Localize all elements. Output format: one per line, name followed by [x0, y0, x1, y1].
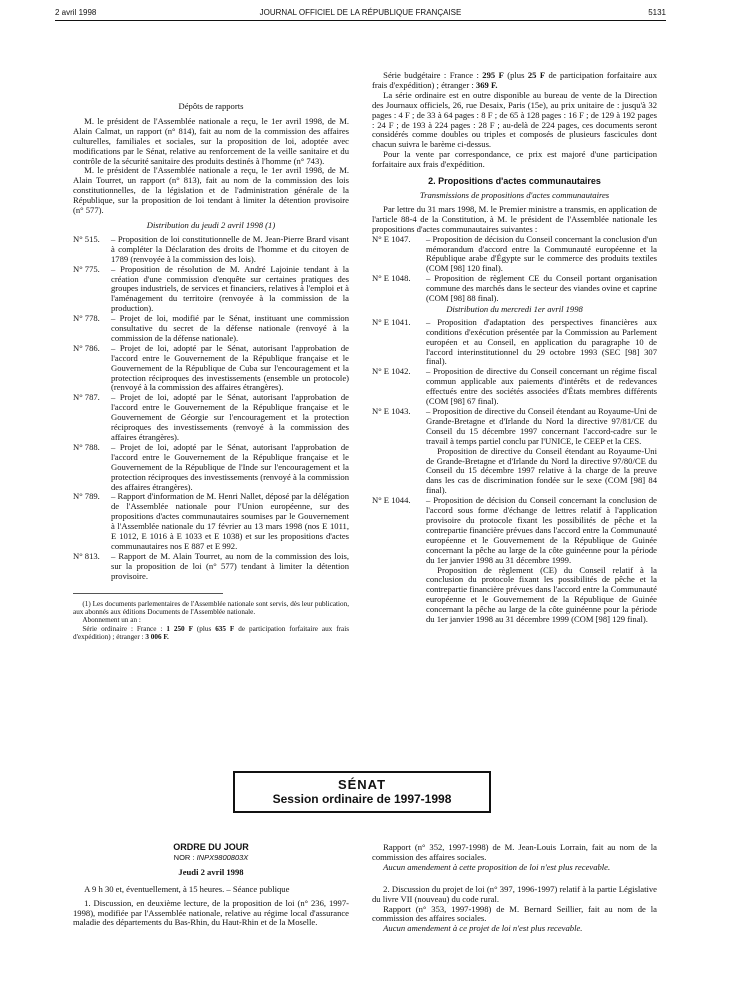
entry-subtext: Proposition de règlement (CE) du Conseil relatif à la conclusion du protocole fixant les possibilités de pêche et la contrepartie financière prévues dans l'accord entre la Communauté européenne et le Gouvernement de la République de Guinée concernant la pêche au large de la côte guinéenne pour la période du 1er janvier 1998 au 31 décembre 1999 (COM [98] 129 final).	[426, 564, 657, 625]
entry-number: N° E 1043.	[372, 406, 411, 416]
senat-session: Session ordinaire de 1997-1998	[272, 792, 452, 806]
entry-subtext: Proposition de directive du Conseil étendant au Royaume-Uni de Grande-Bretagne et d'Irlande du Nord la directive 97/80/CE du Conseil du 15 décembre 1997 relative à la charge de la preuve dans les cas de discrimination fondée sur le sexe (COM [98] 84 final).	[426, 445, 657, 496]
agenda-left	[73, 843, 349, 928]
transmissions-heading: Transmissions de propositions d'actes communautaires	[419, 189, 610, 200]
document-entry	[73, 393, 349, 443]
acte-entry	[372, 496, 657, 625]
footnote-text: (1) Les documents parlementaires de l'Assemblée nationale sont servis, dès leur publication, aux abonnés aux éditions Documents de l'Assemblée nationale.	[73, 599, 349, 616]
document-entry	[73, 492, 349, 551]
entry-text: – Proposition de directive du Conseil étendant au Royaume-Uni de Grande-Bretagne et d'Irlande du Nord la directive 97/81/CE du Conseil du 15 décembre 1997 concernant l'accord-cadre sur le travail à temps partiel conclu par l'UNICE, le CEEP et la CES.	[426, 406, 657, 446]
acte-entry	[372, 235, 657, 275]
senat-banner	[233, 771, 491, 813]
series-paragraph: La série ordinaire est en outre disponible au bureau de vente de la Direction des Journaux officiels, 26, rue Desaix, Paris (15e), au prix unitaire de : jusqu'à 32 pages : 4 F ; de 33 à 64 pages : 8 F ; de 65 à 128 pages : 16 F ; de 129 à 192 pages : 24 F ; de 193 à 224 pages : 28 F ; au-delà de 224 pages, ces documents seront considérés comme doubles ou triples et composés de plusieurs fascicules dont chacun suivra le barème ci-dessus.	[372, 89, 657, 150]
entry-number: N° E 1047.	[372, 233, 411, 244]
entry-text: – Proposition d'adaptation des perspectives financières aux conditions d'exécution présentée par la Commission au Parlement européen et au Conseil, en application du paragraphe 10 de l'accord interinstitutionnel du 29 octobre 1993 (SEC [98] 307 final).	[426, 316, 657, 367]
acte-entry	[372, 274, 657, 304]
footnote-divider	[73, 593, 223, 594]
mail-order-paragraph: Pour la vente par correspondance, ce prix est majoré d'une participation forfaitaire aux frais d'expédition.	[372, 149, 657, 170]
entry-number: N° E 1048.	[372, 273, 411, 284]
acte-entry	[372, 407, 657, 496]
agenda-item: 2. Discussion du projet de loi (n° 397, 1996-1997) relatif à la partie Législative du livre VII (nouveau) du code rural.	[372, 883, 657, 904]
entry-text: – Proposition de décision du Conseil concernant la conclusion d'un mémorandum d'accord entre la Communauté européenne et la République arabe d'Égypte sur le commerce des produits textiles (COM [98] 120 final).	[426, 233, 657, 274]
transmission-paragraph: Par lettre du 31 mars 1998, M. le Premier ministre a transmis, en application de l'article 88-4 de la Constitution, à M. le président de l'Assemblée nationale les propositions d'actes communautaires suivantes :	[372, 203, 657, 234]
document-entry	[73, 265, 349, 315]
senat-title: SÉNAT	[337, 777, 387, 792]
entry-text: – Proposition de directive du Conseil concernant un régime fiscal commun applicable aux paiements d'intérêts et de redevances effectués entre des sociétés associées d'États membres différents (COM [98] 67 final).	[426, 366, 657, 407]
entry-number: N° 813.	[73, 550, 100, 561]
agenda-note: Aucun amendement à ce projet de loi n'est plus recevable.	[383, 923, 583, 934]
entry-text: – Rapport de M. Alain Tourret, au nom de la commission des lois, sur la proposition de loi (n° 577) tendant à limiter la détention provisoire.	[111, 550, 349, 581]
footnote-prices: Série ordinaire : France : 1 250 F (plus 635 F de participation forfaitaire aux frais d'expédition) ; étranger : 3 006 F.	[73, 624, 349, 642]
section-title-depots: Dépôts de rapports	[178, 101, 244, 111]
document-entry	[73, 443, 349, 493]
agenda-report: Rapport (n° 352, 1997-1998) de M. Jean-Louis Lorrain, fait au nom de la commission des affaires sociales.	[372, 842, 657, 862]
document-entry	[73, 314, 349, 344]
right-column	[372, 71, 657, 625]
intro-paragraph: M. le président de l'Assemblée nationale a reçu, le 1er avril 1998, de M. Alain Calmat, un rapport (n° 814), fait au nom de la commission des affaires culturelles, familiales et sociales, sur la proposition de loi, adoptée avec modifications par le Sénat, relative au renforcement de la veille sanitaire et du contrôle de la sécurité sanitaire des produits destinés à l'homme (n° 743).	[73, 115, 349, 166]
entry-number: N° 789.	[73, 491, 100, 502]
budget-series-prices: Série budgétaire : France : 295 F (plus 25 F de participation forfaitaire aux frais d'expédition) ; étranger : 369 F.	[372, 70, 657, 90]
distribution-heading: Distribution du jeudi 2 avril 1998 (1)	[146, 219, 276, 230]
entry-text: – Projet de loi, modifié par le Sénat, instituant une commission consultative du secret de la défense nationale (renvoyé à la commission de la défense nationale).	[111, 313, 349, 343]
document-entry	[73, 552, 349, 582]
intro-paragraph: M. le président de l'Assemblée nationale a reçu, le 1er avril 1998, de M. Alain Tourret, un rapport (n° 813), fait au nom de la commission des lois constitutionnelles, de la législation et de l'administration générale de la République, sur la proposition de loi tendant à limiter la détention provisoire (n° 577).	[73, 165, 349, 216]
agenda-item: 1. Discussion, en deuxième lecture, de la proposition de loi (n° 236, 1997-1998), modifiée par l'Assemblée nationale, relative au régime local d'assurance maladie des départements du Bas-Rhin, du Haut-Rhin et de la Moselle.	[73, 897, 349, 928]
acte-entry	[372, 367, 657, 407]
header-title: JOURNAL OFFICIEL DE LA RÉPUBLIQUE FRANÇAISE	[259, 8, 462, 17]
header-page-number: 5131	[648, 8, 666, 17]
entry-text: – Proposition de règlement CE du Conseil portant organisation commune des marchés dans le secteur des viandes ovine et caprine (COM [98] 88 final).	[426, 273, 657, 304]
left-column	[73, 100, 349, 642]
agenda-note: Aucun amendement à cette proposition de loi n'est plus recevable.	[383, 861, 611, 872]
page-header	[55, 6, 666, 21]
footnote-subscription-label: Abonnement un an :	[82, 616, 141, 625]
section-title-propositions: 2. Propositions d'actes communautaires	[428, 176, 601, 187]
agenda-date: Jeudi 2 avril 1998	[178, 866, 244, 877]
entry-number: N° 788.	[73, 441, 100, 452]
entry-number: N° E 1042.	[372, 366, 411, 377]
header-date: 2 avril 1998	[55, 8, 97, 17]
entry-text: – Proposition de loi constitutionnelle de M. Jean-Pierre Brard visant à compléter la Déclaration des droits de l'homme et du citoyen de 1789 (renvoyée à la commission des lois).	[111, 233, 349, 264]
acte-entry	[372, 318, 657, 368]
entry-number: N° 515.	[73, 233, 100, 244]
agenda-nor: NOR : INPX9800803X	[173, 852, 249, 862]
entry-number: N° 778.	[73, 313, 100, 324]
agenda-title: ORDRE DU JOUR	[173, 842, 249, 852]
entry-number: N° 775.	[73, 263, 100, 274]
entry-text: – Rapport d'information de M. Henri Nallet, déposé par la délégation de l'Assemblée nationale pour l'Union européenne, sur des propositions d'actes communautaires soumises par le Gouvernement à l'Assemblée nationale du 17 février au 13 mars 1998 (nos E 1011, E 1012, E 1016 à E 1033 et E 1038) et sur les propositions d'actes communautaires nos E 887 et E 992.	[111, 491, 349, 551]
document-entry	[73, 344, 349, 394]
entry-text: – Projet de loi, adopté par le Sénat, autorisant l'approbation de l'accord entre le Gouvernement de la République française et le Gouvernement de la République de l'Inde sur l'encouragement et la protection réciproques des investissements (renvoyé à la commission des affaires étrangères).	[111, 441, 349, 492]
entry-text: – Projet de loi, adopté par le Sénat, autorisant l'approbation de l'accord entre le Gouvernement de la République française et le Gouvernement de Géorgie sur l'encouragement et la protection réciproques des investissements (renvoyé à la commission des affaires étrangères).	[111, 392, 349, 442]
agenda-time: A 9 h 30 et, éventuellement, à 15 heures. – Séance publique	[84, 883, 290, 894]
document-entry	[73, 235, 349, 265]
footnote	[73, 600, 349, 642]
entry-text: – Proposition de décision du Conseil concernant la conclusion de l'accord sous forme d'échange de lettres relatif à l'application provisoire du protocole fixant les possibilités de pêche et la contrepartie financière prévues dans l'accord entre la Communauté européenne et le Gouvernement de la République de Guinée concernant la pêche au large de la côte guinéenne pour la période du 1er janvier 1998 au 31 décembre 1999.	[426, 495, 657, 565]
entry-text: – Projet de loi, adopté par le Sénat, autorisant l'approbation de l'accord entre le Gouvernement de la République française et le Gouvernement de la République de Cuba sur l'encouragement et la protection réciproques des investissements (ensemble un protocole) (renvoyé à la commission des affaires étrangères).	[111, 342, 349, 393]
agenda-report: Rapport (n° 353, 1997-1998) de M. Bernard Seillier, fait au nom de la commission des affaires sociales.	[372, 903, 657, 924]
distribution-heading: Distribution du mercredi 1er avril 1998	[446, 303, 583, 314]
entry-number: N° E 1041.	[372, 316, 411, 327]
entry-number: N° 786.	[73, 342, 100, 353]
entry-number: N° E 1044.	[372, 495, 411, 506]
agenda-right	[372, 843, 657, 934]
entry-text: – Proposition de résolution de M. André Lajoinie tendant à la création d'une commission d'enquête sur certaines pratiques des groupes industriels, de services et financiers, relatives à l'emploi et à l'aménagement du territoire (renvoyée à la commission de la production).	[111, 263, 349, 314]
entry-number: N° 787.	[73, 392, 100, 403]
